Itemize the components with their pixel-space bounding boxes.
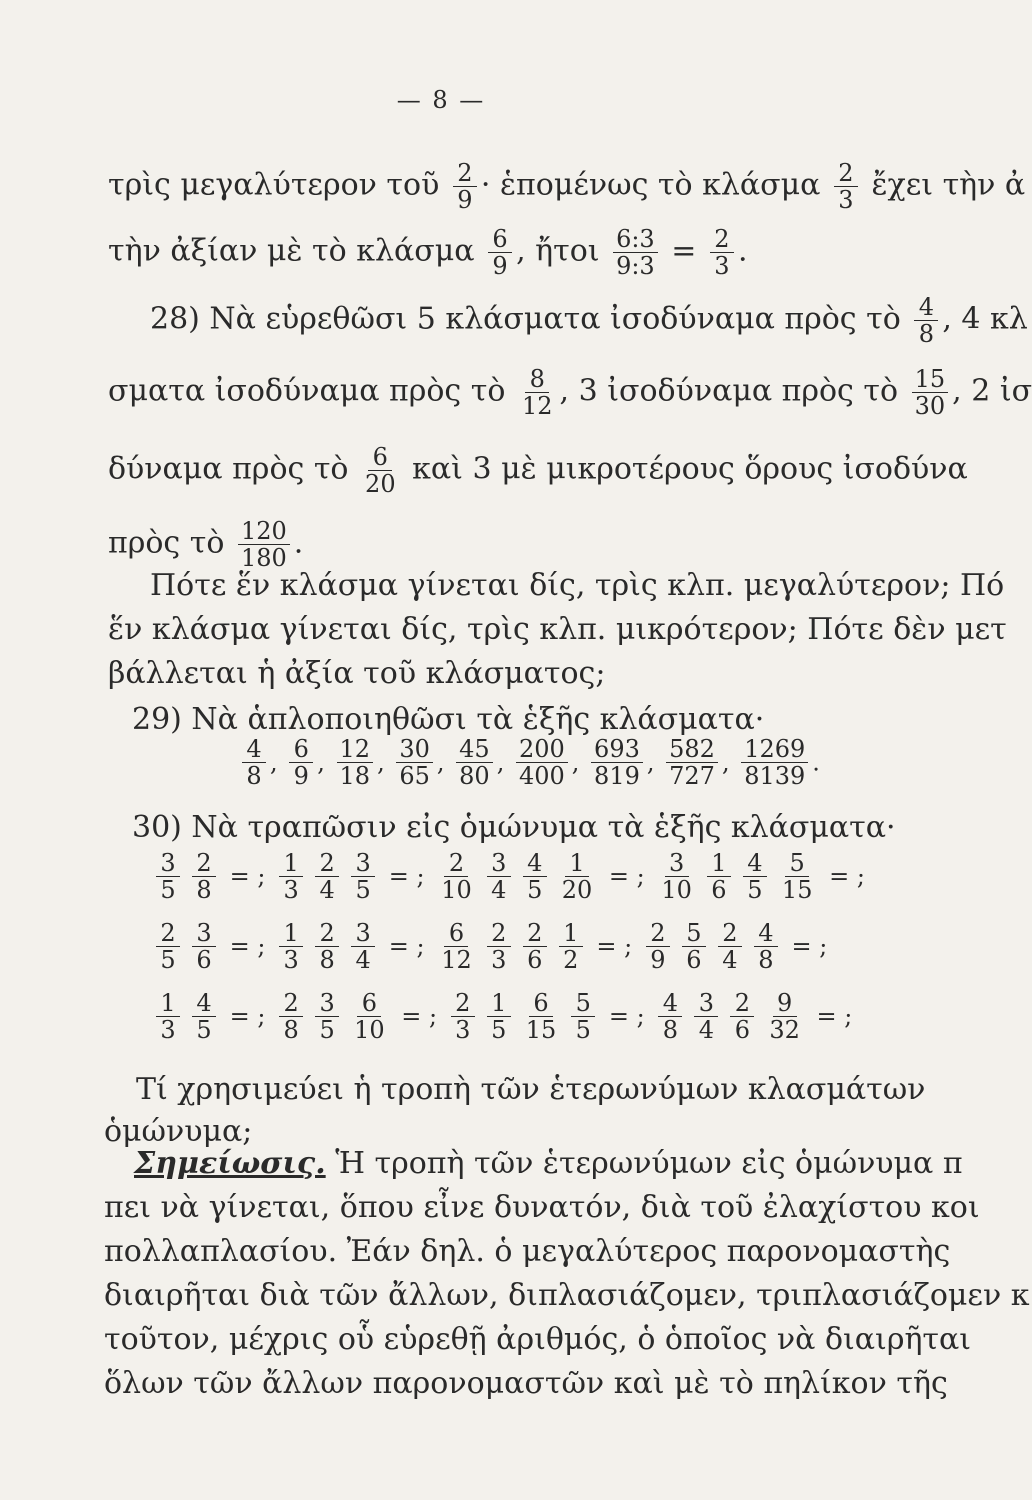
denominator: 6 <box>196 946 212 974</box>
denominator: 8 <box>196 876 212 904</box>
fraction <box>156 920 180 973</box>
denominator: 4 <box>319 876 335 904</box>
numerator: 3 <box>192 920 216 947</box>
denominator: 12 <box>441 946 472 974</box>
fraction <box>315 990 339 1043</box>
denominator: 15 <box>525 1016 557 1044</box>
fraction <box>351 850 375 903</box>
fraction <box>192 850 216 903</box>
numerator: 2 <box>451 990 475 1017</box>
denominator: 819 <box>594 762 640 790</box>
fraction <box>707 850 731 903</box>
note-line: ὅλων τῶν ἄλλων παρονομαστῶν καὶ μὲ τὸ πηλίκον τῆς <box>104 1366 948 1401</box>
denominator: 4 <box>722 946 738 974</box>
fraction <box>487 990 511 1043</box>
numerator: 2 <box>192 850 216 877</box>
numerator: 6 <box>529 990 553 1017</box>
denominator: 400 <box>518 762 565 790</box>
paragraph-line: βάλλεται ἡ ἀξία τοῦ κλάσματος; <box>108 656 606 691</box>
denominator: 80 <box>459 762 490 790</box>
numerator: 1 <box>707 850 731 877</box>
separator: = ; <box>821 862 865 891</box>
fraction <box>523 920 547 973</box>
denominator: 2 <box>563 946 579 974</box>
separator: , <box>377 748 393 777</box>
numerator: 693 <box>591 736 643 763</box>
exercise-29-heading: 29) Νὰ ἁπλοποιηθῶσι τὰ ἑξῆς κλάσματα· <box>132 702 765 737</box>
fraction <box>666 736 718 789</box>
separator: = ; <box>601 862 653 891</box>
numerator: 4 <box>242 736 266 763</box>
paragraph-line: ἕν κλάσμα γίνεται δίς, τρὶς κλπ. μικρότερον; Πότε δὲν μετ <box>108 612 1007 647</box>
text: τρὶς μεγαλύτερον τοῦ <box>108 167 440 203</box>
text: σματα ἰσοδύναμα πρὸς τὸ <box>108 373 506 409</box>
exercise-30-row <box>150 850 865 903</box>
numerator: 6 <box>444 920 468 947</box>
text-line-1 <box>108 160 1025 213</box>
denominator: 6 <box>711 876 727 904</box>
denominator: 5 <box>160 946 176 974</box>
fraction <box>337 736 374 789</box>
denominator: 3 <box>455 1016 471 1044</box>
denominator: 5 <box>196 1016 212 1044</box>
separator: = ; <box>222 932 274 961</box>
numerator: 1 <box>279 850 303 877</box>
fraction <box>438 920 475 973</box>
separator: = ; <box>381 862 433 891</box>
separator: , <box>721 748 738 777</box>
denominator: 5 <box>491 1016 507 1044</box>
denominator: 8 <box>246 762 262 790</box>
numerator: 4 <box>523 850 547 877</box>
paragraph-line: Πότε ἕν κλάσμα γίνεται δίς, τρὶς κλπ. μεγαλύτερον; Πό <box>150 568 1005 603</box>
denominator: 15 <box>781 876 813 904</box>
numerator: 5 <box>571 990 595 1017</box>
equals-sign: = <box>671 233 697 269</box>
numerator: 1 <box>487 990 511 1017</box>
denominator: 10 <box>354 1016 385 1044</box>
exercise-28-line-2 <box>108 366 1032 419</box>
question-line: Τί χρησιμεύει ἡ τροπὴ τῶν ἑτερωνύμων κλασμάτων <box>136 1072 926 1107</box>
fraction <box>591 736 643 789</box>
denominator: 3 <box>491 946 507 974</box>
numerator: 3 <box>665 850 689 877</box>
numerator: 2 <box>718 920 742 947</box>
fraction <box>743 850 767 903</box>
denominator: 8139 <box>744 762 806 790</box>
text: , 2 ἰσ <box>952 373 1032 409</box>
denominator: 9 <box>650 946 666 974</box>
denominator: 5 <box>527 876 543 904</box>
numerator: 3 <box>156 850 180 877</box>
separator: , <box>270 748 286 777</box>
numerator: 1 <box>565 850 589 877</box>
numerator: 30 <box>396 736 433 763</box>
fraction <box>351 920 375 973</box>
fraction <box>279 850 303 903</box>
denominator: 20 <box>561 876 593 904</box>
fraction <box>658 990 682 1043</box>
fraction: $\frac{4}{8}$ <box>914 294 938 347</box>
exercise-28-line-3 <box>108 444 968 497</box>
fraction <box>559 920 583 973</box>
denominator: 65 <box>399 762 430 790</box>
text: πρὸς τὸ <box>108 525 225 561</box>
numerator: 12 <box>337 736 374 763</box>
numerator: 4 <box>743 850 767 877</box>
numerator: 4 <box>192 990 216 1017</box>
separator: = ; <box>601 1002 653 1031</box>
separator: = ; <box>588 932 640 961</box>
denominator: 8 <box>758 946 774 974</box>
denominator: 6 <box>686 946 702 974</box>
text: , ἤτοι <box>516 233 600 269</box>
fraction: $\frac{2}{3}$ <box>710 226 734 279</box>
fraction <box>487 920 511 973</box>
numerator: 5 <box>785 850 809 877</box>
fraction <box>694 990 718 1043</box>
numerator: 9 <box>773 990 797 1017</box>
denominator: 10 <box>661 876 692 904</box>
fraction <box>516 736 568 789</box>
denominator: 6 <box>527 946 543 974</box>
numerator: 3 <box>351 920 375 947</box>
denominator: 3 <box>160 1016 176 1044</box>
note-line: πει νὰ γίνεται, ὅπου εἶνε δυνατόν, διὰ τοῦ ἐλαχίστου κοι <box>104 1190 980 1225</box>
separator: , <box>496 748 512 777</box>
fraction: $\frac{6}{20}$ <box>365 443 396 498</box>
numerator: 2 <box>315 920 339 947</box>
fraction <box>741 736 808 789</box>
fraction: $\frac{6:3}{9:3}$ <box>613 226 658 279</box>
numerator: 3 <box>694 990 718 1017</box>
denominator: 5 <box>747 876 763 904</box>
fraction <box>523 850 547 903</box>
fraction <box>718 920 742 973</box>
numerator: 1 <box>156 990 180 1017</box>
denominator: 8 <box>319 946 335 974</box>
text: · ἑπομένως τὸ κλάσμα <box>480 167 821 203</box>
numerator: 1 <box>279 920 303 947</box>
denominator: 18 <box>339 762 371 790</box>
fraction <box>242 736 266 789</box>
exercise-28-line-4 <box>108 518 303 571</box>
fraction <box>658 850 695 903</box>
fraction <box>438 850 475 903</box>
fraction <box>682 920 706 973</box>
separator: , <box>436 748 453 777</box>
denominator: 8 <box>283 1016 299 1044</box>
separator: = ; <box>222 862 274 891</box>
denominator: 5 <box>355 876 371 904</box>
note-line-1 <box>134 1144 963 1184</box>
exercise-30-heading: 30) Νὰ τραπῶσιν εἰς ὁμώνυμα τὰ ἑξῆς κλάσματα· <box>132 810 896 845</box>
fraction <box>315 920 339 973</box>
numerator: 4 <box>754 920 778 947</box>
numerator: 3 <box>315 990 339 1017</box>
numerator: 1269 <box>741 736 808 763</box>
fraction <box>559 850 596 903</box>
fraction <box>487 850 511 903</box>
numerator: 1 <box>559 920 583 947</box>
numerator: 45 <box>456 736 493 763</box>
denominator: 5 <box>319 1016 335 1044</box>
exercise-30-row <box>150 920 827 973</box>
numerator: 2 <box>156 920 180 947</box>
denominator: 6 <box>734 1016 751 1044</box>
numerator: 2 <box>487 920 511 947</box>
page-number: — 8 — <box>396 86 486 114</box>
separator: = ; <box>783 932 828 961</box>
numerator: 3 <box>487 850 511 877</box>
fraction: $\frac{2}{9}$ <box>453 160 477 213</box>
note-label: Σημείωσις. <box>134 1146 326 1181</box>
note-line: πολλαπλασίου. Ἐάν δηλ. ὁ μεγαλύτερος παρονομαστὴς <box>104 1234 951 1269</box>
denominator: 4 <box>355 946 371 974</box>
fraction <box>351 990 388 1043</box>
separator: . <box>812 748 820 777</box>
fraction <box>279 920 303 973</box>
denominator: 4 <box>698 1016 715 1044</box>
denominator: 5 <box>575 1016 591 1044</box>
fraction: $\frac{6}{9}$ <box>488 226 512 279</box>
fraction: $\frac{120}{180}$ <box>238 518 290 571</box>
fraction <box>730 990 754 1043</box>
denominator: 5 <box>160 876 176 904</box>
fraction <box>396 736 433 789</box>
exercise-29-fractions <box>238 736 820 789</box>
note-line: τοῦτον, μέχρις οὗ εὑρεθῇ ἀριθμός, ὁ ὁποῖος νὰ διαιρῆται <box>104 1322 972 1357</box>
text: . <box>293 525 304 561</box>
separator: , <box>646 748 663 777</box>
fraction <box>523 990 560 1043</box>
denominator: 3 <box>283 876 299 904</box>
denominator: 10 <box>441 876 472 904</box>
separator: = ; <box>381 932 433 961</box>
note-line: διαιρῆται διὰ τῶν ἄλλων, διπλασιάζομεν, τριπλασιάζομεν κ <box>104 1278 1030 1313</box>
separator: , <box>317 748 333 777</box>
fraction <box>451 990 475 1043</box>
fraction <box>754 920 778 973</box>
text: ἔχει τὴν ἀ <box>871 167 1026 203</box>
numerator: 6 <box>289 736 313 763</box>
text: δύναμα πρὸς τὸ <box>108 451 349 487</box>
question-line: ὁμώνυμα; <box>104 1114 253 1149</box>
numerator: 2 <box>444 850 468 877</box>
separator: = ; <box>393 1002 445 1031</box>
fraction: $\frac{15}{30}$ <box>912 366 949 419</box>
fraction <box>192 990 216 1043</box>
denominator: 9 <box>293 762 309 790</box>
fraction <box>192 920 216 973</box>
fraction <box>156 850 180 903</box>
text: καὶ 3 μὲ μικροτέρους ὅρους ἰσοδύνα <box>412 451 968 487</box>
exercise-30-row <box>150 990 852 1043</box>
numerator: 6 <box>357 990 381 1017</box>
fraction <box>456 736 493 789</box>
text: , 4 κλ <box>942 301 1028 337</box>
fraction <box>646 920 670 973</box>
denominator: 32 <box>769 1016 800 1044</box>
separator: = ; <box>808 1002 853 1031</box>
numerator: 2 <box>730 990 754 1017</box>
fraction: $\frac{8}{12}$ <box>521 365 553 420</box>
numerator: 2 <box>646 920 670 947</box>
text: Ἡ τροπὴ τῶν ἑτερωνύμων εἰς ὁμώνυμα π <box>335 1146 963 1181</box>
numerator: 2 <box>315 850 339 877</box>
separator: , <box>571 748 588 777</box>
denominator: 8 <box>662 1016 679 1044</box>
fraction <box>571 990 595 1043</box>
numerator: 5 <box>682 920 706 947</box>
numerator: 2 <box>279 990 303 1017</box>
denominator: 4 <box>491 876 507 904</box>
text: . <box>737 233 748 269</box>
fraction <box>156 990 180 1043</box>
numerator: 200 <box>516 736 568 763</box>
fraction <box>779 850 816 903</box>
fraction <box>279 990 303 1043</box>
text: 28) Νὰ εὑρεθῶσι 5 κλάσματα ἰσοδύναμα πρὸς τὸ <box>150 301 901 337</box>
fraction <box>766 990 803 1043</box>
text-line-2 <box>108 226 747 279</box>
separator: = ; <box>222 1002 274 1031</box>
fraction <box>315 850 339 903</box>
numerator: 3 <box>351 850 375 877</box>
numerator: 582 <box>666 736 718 763</box>
text: , 3 ἰσοδύναμα πρὸς τὸ <box>559 373 899 409</box>
denominator: 3 <box>283 946 299 974</box>
numerator: 2 <box>523 920 547 947</box>
exercise-28-line-1 <box>150 294 1028 347</box>
denominator: 727 <box>669 762 715 790</box>
fraction: $\frac{2}{3}$ <box>834 160 858 213</box>
numerator: 4 <box>658 990 682 1017</box>
text: τὴν ἀξίαν μὲ τὸ κλάσμα <box>108 233 475 269</box>
fraction <box>289 736 313 789</box>
